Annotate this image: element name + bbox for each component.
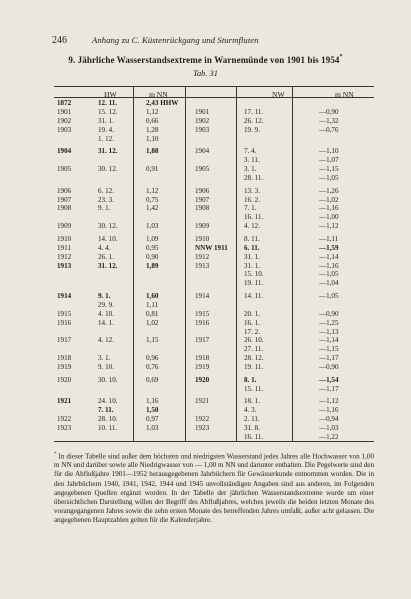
hw-value-cell: 0,96 (146, 354, 159, 363)
nw-date-cell: 8. 1. (244, 375, 257, 384)
year-cell: 1902 (57, 116, 72, 125)
table-row (54, 310, 374, 319)
hw-date-cell: 29. 9. (98, 300, 114, 309)
hw-value-cell: 2,43 HHW (146, 99, 179, 107)
nw-value-cell: —0,94 (319, 415, 339, 424)
nw-date-cell: 16. 11. (244, 213, 264, 222)
year-cell: 1903 (57, 125, 72, 134)
year-cell: 1923 (57, 424, 72, 433)
table-header-rule (54, 97, 374, 98)
nw-year-cell: 1918 (195, 354, 210, 363)
hw-value-cell: 1,88 (146, 147, 159, 156)
header-hw-nn: m NN (149, 90, 168, 99)
hw-date-cell: 14. 10. (98, 234, 118, 243)
year-cell: 1914 (57, 292, 72, 300)
header-nw: NW (272, 90, 285, 99)
nw-date-cell: 15. 11. (244, 384, 264, 393)
nw-year-cell: 1906 (195, 186, 210, 195)
hw-date-cell: 31. 12. (98, 147, 118, 156)
hw-value-cell: 0,66 (146, 116, 159, 125)
nw-date-cell: 2. 11. (244, 415, 260, 424)
hw-date-cell: 9. 1. (98, 204, 111, 213)
hw-date-cell: 30. 12. (98, 222, 118, 231)
nw-date-cell: 26. 10. (244, 336, 264, 345)
hw-date-cell: 15. 12. (98, 107, 118, 116)
year-cell: 1911 (57, 243, 71, 252)
nw-year-cell: 1922 (195, 415, 210, 424)
year-cell: 1920 (57, 375, 72, 384)
nw-year-cell: 1903 (195, 125, 210, 134)
table-row (54, 222, 374, 231)
nw-value-cell: —1,15 (319, 165, 339, 174)
header-nw-nn: m NN (335, 90, 354, 99)
hw-date-cell: 1. 12. (98, 134, 114, 143)
hw-value-cell: 0,69 (146, 375, 159, 384)
table-row (54, 204, 374, 213)
hw-date-cell: 4. 12. (98, 336, 114, 345)
nw-date-cell: 17. 11. (244, 107, 264, 116)
nw-date-cell: 26. 12. (244, 116, 264, 125)
table-row (54, 174, 374, 183)
nw-date-cell: 18. 1. (244, 397, 260, 406)
hw-date-cell: 26. 1. (98, 252, 114, 261)
nw-year-cell: 1907 (195, 195, 210, 204)
nw-year-cell: NNW 1911 (195, 243, 228, 252)
nw-value-cell: —1,04 (319, 279, 339, 288)
year-cell: 1919 (57, 363, 72, 372)
nw-value-cell: —1,14 (319, 252, 339, 261)
table-row (54, 165, 374, 174)
hw-value-cell: 0,75 (146, 195, 159, 204)
hw-value-cell: 0,81 (146, 309, 159, 318)
table-row (54, 319, 374, 328)
nw-value-cell: —1,16 (319, 261, 339, 270)
nw-date-cell: 31. 8. (244, 424, 260, 433)
nw-value-cell: —1,17 (319, 384, 339, 393)
nw-year-cell: 1909 (195, 222, 210, 231)
table-row (54, 279, 374, 288)
table-row (54, 108, 374, 117)
table-row (54, 406, 374, 415)
nw-value-cell: —0,90 (319, 309, 339, 318)
hw-value-cell: 0,90 (146, 252, 159, 261)
table-row (54, 117, 374, 126)
nw-date-cell: 14. 11. (244, 292, 264, 300)
nw-date-cell: 4. 3. (244, 406, 257, 415)
year-cell: 1912 (57, 252, 72, 261)
nw-date-cell: 31. 1. (244, 261, 260, 270)
hw-value-cell: 1,28 (146, 125, 159, 134)
hw-value-cell: 0,97 (146, 415, 159, 424)
hw-value-cell: 1,89 (146, 261, 159, 270)
nw-value-cell: —1,16 (319, 406, 339, 415)
table-row (54, 270, 374, 279)
hw-date-cell: 24. 10. (98, 397, 118, 406)
hw-value-cell: 1,12 (146, 186, 159, 195)
table-row (54, 253, 374, 262)
year-cell: 1910 (57, 234, 72, 243)
nw-year-cell: 1921 (195, 397, 210, 406)
table-row (54, 397, 374, 406)
table-top-rule (54, 86, 374, 87)
footnote-text: In dieser Tabelle sind außer dem höchsten und niedrigsten Wasserstand jedes Jahres alle Hochwasser von 1,00 m NN und darüber sowie alle Niedrigwasser von — 1,00 m NN und darunter enthalten. Die Pegelwerte sind den für die Abflußjahre 1901—1952 herausgegebenen Jahrbüchern für Gewässerkunde entnommen worden. Die in den Jahrbüchern 1940, 1941, 1942, 1944 und 1945 unvollständigen Angaben sind aus anderen, im Folgenden angegebenen Quellen ergänzt worden. In der Tabelle der jährlichen Wasserstandsextreme wurde um einer übersichtlichen Darstellung willen der Begriff des Abflußjahres, welches jeweils die beiden letzten Monate des vorangegangenen Jahres sowie die zehn ersten Monate des betreffenden Jahres umfaßt, außer acht gelassen. Die angegebenen Hauptzahlen gelten für die Kalenderjahre. (54, 452, 374, 524)
hw-value-cell: 1,03 (146, 424, 159, 433)
nw-year-cell: 1923 (195, 424, 210, 433)
hw-date-cell: 23. 3. (98, 195, 114, 204)
nw-date-cell: 17. 2. (244, 327, 260, 336)
table-row (54, 187, 374, 196)
nw-date-cell: 28. 12. (244, 354, 264, 363)
table-row (54, 376, 374, 385)
nw-value-cell: —1,15 (319, 345, 339, 354)
hw-value-cell: 0,91 (146, 165, 159, 174)
nw-date-cell: 13. 3. (244, 186, 260, 195)
nw-year-cell: 1901 (195, 107, 210, 116)
title-footnote-mark: * (339, 54, 343, 60)
nw-value-cell: —1,54 (319, 375, 339, 384)
nw-date-cell: 7. 4. (244, 147, 257, 156)
nw-value-cell: —1,02 (319, 195, 339, 204)
hw-value-cell: 0,95 (146, 243, 159, 252)
hw-value-cell: 1,16 (146, 397, 159, 406)
nw-year-cell: 1920 (195, 375, 210, 384)
hw-date-cell: 6. 12. (98, 186, 114, 195)
table-row (54, 328, 374, 337)
hw-date-cell: 7. 11. (98, 406, 114, 415)
nw-value-cell: —1,12 (319, 222, 339, 231)
nw-year-cell: 1914 (195, 292, 210, 300)
year-cell: 1905 (57, 165, 72, 174)
nw-date-cell: 7. 1. (244, 204, 257, 213)
table-label: Tab. 31 (193, 69, 218, 78)
hw-value-cell: 1,15 (146, 336, 159, 345)
nw-year-cell: 1904 (195, 147, 210, 156)
nw-date-cell: 28. 11. (244, 173, 264, 182)
nw-value-cell: —0,76 (319, 125, 339, 134)
table-row (54, 336, 374, 345)
table-row (54, 292, 374, 301)
page-number: 246 (52, 35, 67, 46)
nw-value-cell: —1,05 (319, 292, 339, 300)
table-row (54, 156, 374, 165)
nw-year-cell: 1910 (195, 234, 210, 243)
year-cell: 1921 (57, 397, 72, 406)
hw-date-cell: 9. 10. (98, 363, 114, 372)
nw-value-cell: —1,26 (319, 186, 339, 195)
year-cell: 1916 (57, 318, 72, 327)
nw-value-cell: —0,90 (319, 107, 339, 116)
nw-date-cell: 15. 10. (244, 270, 264, 279)
table-row (54, 363, 374, 372)
table-row (54, 345, 374, 354)
hw-date-cell: 31. 12. (98, 261, 118, 270)
year-cell: 1901 (57, 107, 72, 116)
nw-value-cell: —1,17 (319, 354, 339, 363)
year-cell: 1907 (57, 195, 72, 204)
nw-value-cell: —1,16 (319, 204, 339, 213)
nw-date-cell: 20. 1. (244, 309, 260, 318)
hw-date-cell: 10. 11. (98, 424, 118, 433)
table-row (54, 235, 374, 244)
hw-date-cell: 4. 4. (98, 243, 111, 252)
nw-date-cell: 16. 2. (244, 195, 260, 204)
hw-value-cell: 1,11 (146, 300, 159, 309)
year-cell: 1922 (57, 415, 72, 424)
year-cell: 1906 (57, 186, 72, 195)
year-cell: 1872 (57, 99, 72, 107)
running-head: Anhang zu C. Küstenrückgang und Sturmfluten (92, 35, 259, 45)
table-title (0, 55, 411, 65)
table-row (54, 424, 374, 433)
year-cell: 1904 (57, 147, 72, 156)
year-cell: 1915 (57, 309, 72, 318)
nw-value-cell: —1,22 (319, 432, 339, 441)
year-cell: 1917 (57, 336, 72, 345)
hw-date-cell: 19. 4. (98, 125, 114, 134)
hw-value-cell: 1,50 (146, 406, 159, 415)
nw-date-cell: 19. 9. (244, 125, 260, 134)
table-body (54, 99, 374, 442)
nw-value-cell: —1,11 (319, 234, 339, 243)
hw-value-cell: 1,42 (146, 204, 159, 213)
hw-date-cell: 4. 10. (98, 309, 114, 318)
table-row (54, 135, 374, 144)
nw-value-cell: —1,12 (319, 397, 339, 406)
table-row (54, 433, 374, 442)
nw-date-cell: 6. 11. (244, 243, 260, 252)
table-row (54, 213, 374, 222)
table-title-text: 9. Jährliche Wasserstandsextreme in Warnemünde von 1901 bis 1954 (68, 55, 340, 65)
table-row (54, 99, 374, 108)
year-cell: 1909 (57, 222, 72, 231)
nw-value-cell: —1,10 (319, 147, 339, 156)
nw-date-cell: 16. 1. (244, 318, 260, 327)
nw-date-cell: 27. 11. (244, 345, 264, 354)
hw-date-cell: 30. 12. (98, 165, 118, 174)
hw-value-cell: 1,02 (146, 318, 159, 327)
table-row (54, 244, 374, 253)
year-cell: 1908 (57, 204, 72, 213)
hw-value-cell: 1,09 (146, 234, 159, 243)
nw-value-cell: —1,59 (319, 243, 339, 252)
nw-date-cell: 19. 11. (244, 363, 264, 372)
nw-date-cell: 8. 11. (244, 234, 260, 243)
nw-value-cell: —1,32 (319, 116, 339, 125)
hw-date-cell: 12. 11. (98, 99, 118, 107)
nw-value-cell: —1,25 (319, 318, 339, 327)
nw-value-cell: —1,03 (319, 424, 339, 433)
nw-date-cell: 4. 12. (244, 222, 260, 231)
nw-year-cell: 1919 (195, 363, 210, 372)
hw-value-cell: 1,60 (146, 292, 159, 300)
nw-year-cell: 1913 (195, 261, 210, 270)
table-row (54, 126, 374, 135)
nw-date-cell: 3. 1. (244, 165, 257, 174)
nw-value-cell: —1,05 (319, 270, 339, 279)
hw-value-cell: 1,12 (146, 107, 159, 116)
table-row (54, 415, 374, 424)
nw-date-cell: 3. 11. (244, 156, 260, 165)
table-row (54, 354, 374, 363)
table-row (54, 147, 374, 156)
year-cell: 1918 (57, 354, 72, 363)
nw-year-cell: 1917 (195, 336, 210, 345)
footnote-mark: * (54, 452, 57, 457)
nw-date-cell: 16. 11. (244, 432, 264, 441)
table-row (54, 196, 374, 205)
nw-value-cell: —1,13 (319, 327, 339, 336)
nw-year-cell: 1915 (195, 309, 210, 318)
nw-date-cell: 19. 11. (244, 279, 264, 288)
hw-date-cell: 9. 1. (98, 292, 111, 300)
table-row (54, 301, 374, 310)
hw-date-cell: 31. 1. (98, 116, 114, 125)
nw-year-cell: 1916 (195, 318, 210, 327)
header-hw: HW (104, 90, 117, 99)
table-row (54, 262, 374, 271)
hw-date-cell: 3. 1. (98, 354, 111, 363)
footnote (54, 450, 374, 525)
hw-date-cell: 28. 10. (98, 415, 118, 424)
nw-year-cell: 1902 (195, 116, 210, 125)
nw-year-cell: 1908 (195, 204, 210, 213)
hw-date-cell: 30. 10. (98, 375, 118, 384)
nw-value-cell: —1,14 (319, 336, 339, 345)
nw-date-cell: 31. 1. (244, 252, 260, 261)
nw-year-cell: 1905 (195, 165, 210, 174)
table-row (54, 385, 374, 394)
nw-value-cell: —1,05 (319, 173, 339, 182)
hw-date-cell: 14. 1. (98, 318, 114, 327)
hw-value-cell: 1,10 (146, 134, 159, 143)
nw-value-cell: —1,00 (319, 213, 339, 222)
nw-value-cell: —0,90 (319, 363, 339, 372)
hw-value-cell: 0,76 (146, 363, 159, 372)
nw-value-cell: —1,07 (319, 156, 339, 165)
hw-value-cell: 1,03 (146, 222, 159, 231)
nw-year-cell: 1912 (195, 252, 210, 261)
year-cell: 1913 (57, 261, 72, 270)
